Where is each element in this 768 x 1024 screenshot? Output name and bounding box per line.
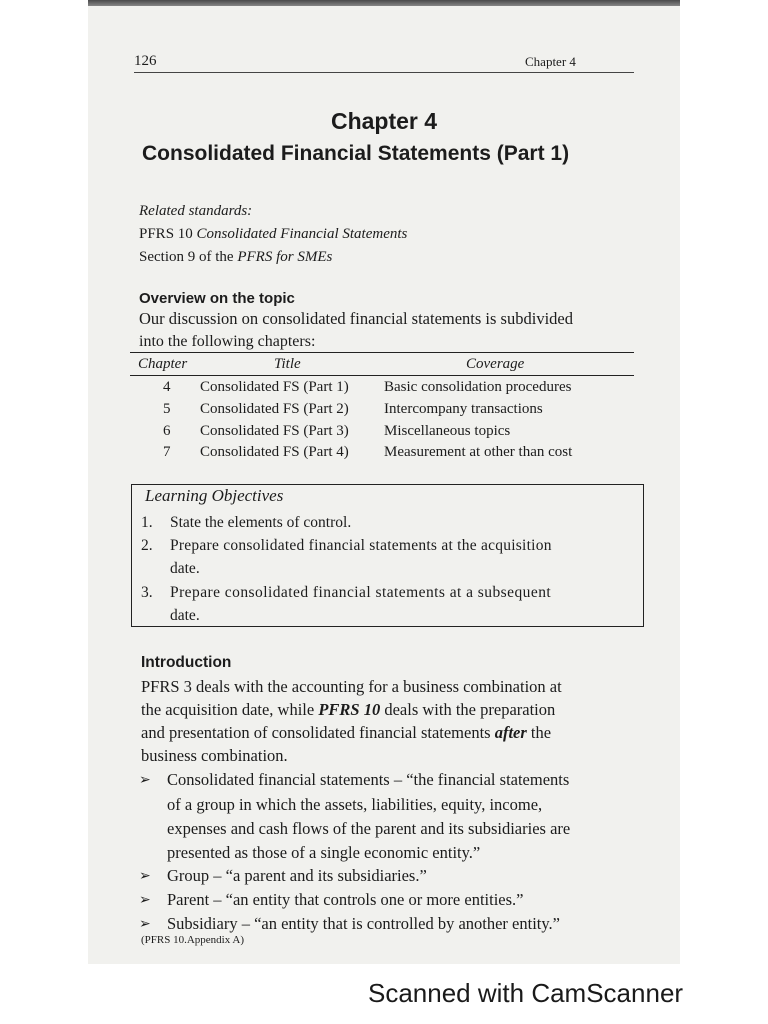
objective-number: 3. [141,584,153,601]
table-cell-title: Consolidated FS (Part 1) [200,379,349,395]
chapter-subtitle: Consolidated Financial Statements (Part 1) [142,142,570,165]
intro-paragraph-line: the acquisition date, while PFRS 10 deals with the preparation [141,700,556,719]
bullet-arrow-icon: ➢ [139,917,151,932]
table-header-title: Title [274,356,301,372]
bullet-arrow-icon: ➢ [139,773,151,788]
bullet-text: Subsidiary – “an entity that is controlled by another entity.” [167,914,561,933]
table-cell-title: Consolidated FS (Part 3) [200,423,349,439]
table-cell-coverage: Miscellaneous topics [384,423,511,439]
intro-paragraph-line: and presentation of consolidated financial statements after the [141,723,552,742]
intro-paragraph-line: business combination. [141,746,288,765]
learning-objectives-heading: Learning Objectives [145,486,284,505]
overview-text-line: Our discussion on consolidated financial statements is subdivided [139,309,573,328]
objective-number: 1. [141,514,153,531]
objective-text: State the elements of control. [170,514,352,531]
bullet-text: Consolidated financial statements – “the financial statements [167,770,570,789]
table-top-rule [130,352,634,353]
table-header-chapter: Chapter [138,356,188,372]
bullet-text: Group – “a parent and its subsidiaries.” [167,866,427,885]
bullet-text: presented as those of a single economic entity.” [167,843,481,862]
bullet-text: of a group in which the assets, liabilities, equity, income, [167,795,543,814]
objective-number: 2. [141,537,153,554]
intro-paragraph-line: PFRS 3 deals with the accounting for a business combination at [141,677,562,696]
related-standard-line: Section 9 of the PFRS for SMEs [139,249,333,265]
table-cell-title: Consolidated FS (Part 2) [200,401,349,417]
objective-text: date. [170,607,200,624]
header-rule [134,72,634,73]
introduction-heading: Introduction [141,654,232,671]
bullet-arrow-icon: ➢ [139,869,151,884]
page-number: 126 [134,53,157,69]
running-head: Chapter 4 [525,54,576,69]
related-standard-line: PFRS 10 Consolidated Financial Statements [139,226,408,242]
table-cell-title: Consolidated FS (Part 4) [200,444,349,460]
objective-text: Prepare consolidated financial statements at the acquisition [170,537,552,554]
table-cell-chapter: 4 [163,379,171,395]
table-cell-coverage: Basic consolidation procedures [384,379,572,395]
table-cell-chapter: 7 [163,444,171,460]
bullet-text: expenses and cash flows of the parent and its subsidiaries are [167,819,571,838]
bullet-arrow-icon: ➢ [139,893,151,908]
objective-text: date. [170,560,200,577]
table-header-rule [130,375,634,376]
table-cell-coverage: Measurement at other than cost [384,444,573,460]
objective-text: Prepare consolidated financial statements at a subsequent [170,584,552,601]
overview-heading: Overview on the topic [139,290,295,307]
table-cell-chapter: 6 [163,423,171,439]
table-cell-chapter: 5 [163,401,171,417]
overview-text-line: into the following chapters: [139,333,316,350]
related-standards-heading: Related standards: [139,203,253,219]
table-cell-coverage: Intercompany transactions [384,401,543,417]
table-header-coverage: Coverage [466,356,525,372]
citation: (PFRS 10.Appendix A) [141,934,244,946]
bullet-text: Parent – “an entity that controls one or more entities.” [167,890,524,909]
chapter-title: Chapter 4 [330,108,438,134]
camscanner-watermark: Scanned with CamScanner [368,978,684,1008]
